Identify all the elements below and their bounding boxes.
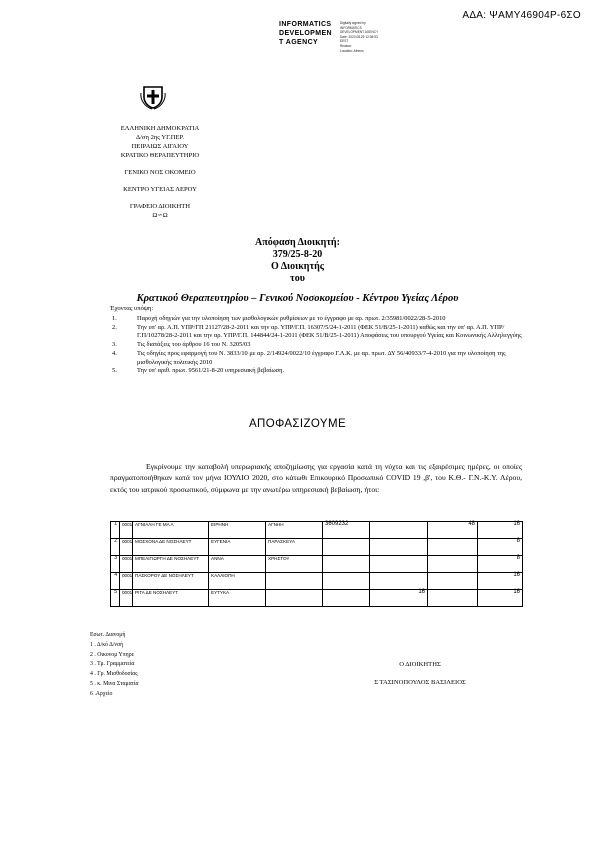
signatory-name: Σ ΤΑΣΙΝΟΠΟΥΛΟΣ ΒΑΣΙΛΕΙΟΣ [374,679,466,686]
list-item: 2. Την υπ' αρ. Α.Π. ΥΠΡ/ΓΠ 21127/28-2-2011 και την αρ. ΥΠΡ/Γ.Π. 16307/5/24-1-2011 (ΦΕΚ 51/Β/25-1-2011) καθώς και την υπ' αρ. Α.Π. ΥΠΡ/Γ.Π/10278/28-2-2011 και την αρ. ΥΠΡ/Γ.Π. 144844/24-1-2011 (ΦΕΚ 51/Β/25-1-2011) Αποφάσεις του υπουργού Υγείας και Κοινωνικής Αλληλεγγύης [112,323,522,340]
table-row: 3 0001 ΜΠΕΛΙΓΙΩΡΓΗ ΔΕ ΝΟΣΗΛΕΥΤ ΑΝΝΑ ΧΡΗΣΤΟΥ 8 [111,556,523,573]
list-item: 3 . Τμ. Γραμματεία [90,661,135,668]
coat-of-arms-icon [140,84,166,110]
signature-stamp-title: INFORMATICS DEVELOPMEN T AGENCY [279,21,333,46]
table-row: 5 0001 ΡΙΤΑ ΔΕ ΝΟΣΗΛΕΥΤ ΕΥΤΥΚΑ 16 16 [111,590,523,607]
decision-title: Απόφαση Διοικητή: 379/25-8-20 Ο Διοικητής του [255,237,340,284]
table-row: 1 0001 ΑΓΝΙΑΛΗ ΓΕ ΜΑ Α ΕΙΡΗΝΗ ΑΓΝΗΗ 3609232 48 16 [111,522,523,539]
list-item: 4 . Γρ. Μισθοδοσίας [90,671,138,678]
list-item: 6 .Αρχείο [90,690,113,697]
staff-table [110,521,523,607]
having-in-mind-label: Έχοντας υπόψη: [110,305,154,312]
reference-list [112,315,530,376]
decision-subject: Κρατικού Θεραπευτηρίου – Γενικού Νοσοκομείου - Κέντρου Υγείας Λέρου [136,293,459,304]
authority-header: ΕΛΛΗΝΙΚΗ ΔΗΜΟΚΡΑΤΙΑ Δ/ση 2ης ΥΓ.ΠΕΡ. ΠΕΙΡΑΙΩΣ ΑΙΓΑΙΟΥ ΚΡΑΤΙΚΟ ΘΕΡΑΠΕΥΤΗΡΙΟ ΓΕΝΙΚΟ ΝΟΣ ΟΚΟΜΕΙΟ ΚΕΝΤΡΟ ΥΓΕΙΑΣ ΛΕΡΟΥ ΓΡΑΦΕΙΟ ΔΙΟΙΚΗΤΗ Ω∽Ω [120,125,200,219]
table-row: 2 0001 ΜΟΣΧΟΝΑ ΔΕ ΝΟΣΗΛΕΥΤ ΕΥΓΕΝΙΑ ΠΑΡΑΣΚΕΥΑ 8 [111,539,523,556]
list-item: 5 . κ. Μινα Σταματία [90,680,139,687]
list-item: 1 . Δ/κό Δ/νσή [90,641,124,648]
signatory-title: Ο ΔΙΟΙΚΗΤΗΣ [399,661,441,668]
list-item: 3. Τις διατάξεις του άρθρου 16 του Ν. 3205/03 [112,341,251,349]
section-heading: ΑΠΟΦΑΣΙΖΟΥΜΕ [248,418,347,430]
ada-code: ΑΔΑ: ΨΑΜΥ46904Ρ-6ΣΟ [462,10,581,21]
signature-stamp-details: Digitally signed by INFORMATICS DEVELOPMENT AGENCY Date: 2020.08.25 12:08:53 EEST Reason: Location: Athens [340,21,379,53]
signature-block [350,656,490,692]
internal-distribution: Εσωτ. Διανομή 1 . Δ/κό Δ/νσή 2 . Οικονομ Υπηρε 3 . Τμ. Γραμματεία 4 . Γρ. Μισθοδοσίας 5 . κ. Μινα Σταματία 6 .Αρχείο [90,631,139,700]
decision-paragraph: Εγκρίνουμε την καταβολή υπερωριακής αποζημίωσης για εργασία κατά τη νύχτα και τις εξαιρέσιμες ημέρες, οι οποίες πραγματοποιήθηκαν κατά τον μήνα ΙΟΥΛΙΟ 2020, στο κάτωθι Επικουρικό Προσωπικό COVID 19 ,β', του Κ.Θ.- Γ.Ν.-Κ.Υ. Λέρου, εκτός του ιατρικού προσωπικού, σύμφωνα με την ανωτέρω υπηρεσιακή βεβαίωση, ήτοι: [110,462,522,494]
list-item: 2 . Οικονομ Υπηρε [90,651,135,658]
list-item: 5. Την υπ' αριθ. πρωτ. 9561/21-8-20 υπηρεσιακή βεβαίωση. [112,367,285,375]
list-item: 1. Παροχή οδηγιών για την υλοποίηση των μισθολογικών ρυθμίσεων με το έγγραφο με αρ. πρωτ. 2/35981/0022/28-5-2010 [112,315,446,322]
table-row: 4 0001 ΠΑΣΚΟΡΟΥ ΔΕ ΝΟΣΗΛΕΥΤ ΚΑΛΛΙΟΠΗ 16 [111,573,523,590]
list-item: 4. Τις οδηγίες προς εφαρμογή του Ν. 3833/10 με αρ. 2/14924/0022/10 έγγραφο Γ.Λ.Κ. με αρ. πρωτ. ΔΥ 56/40933/7-4-2010 για την υλοποίηση της μισθολογικής πολιτικής 2010 [112,349,506,366]
